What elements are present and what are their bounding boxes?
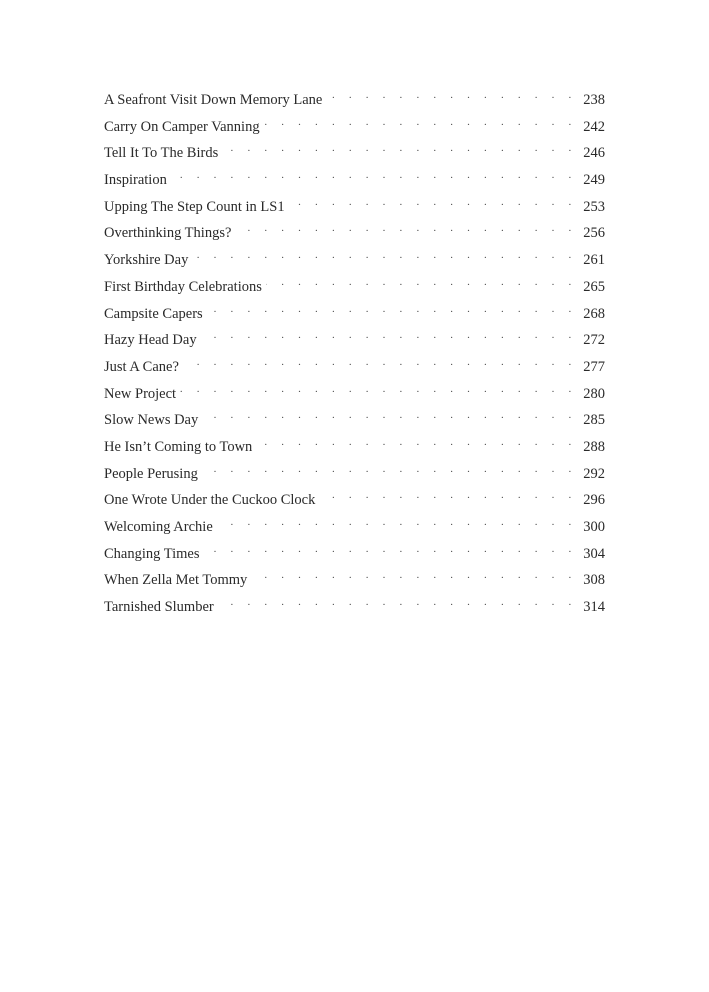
dot-leader	[218, 593, 577, 611]
toc-entry[interactable]	[104, 566, 605, 593]
toc-entry-title: Hazy Head Day	[104, 332, 197, 349]
toc-entry-title: Overthinking Things?	[104, 225, 232, 242]
dot-leader	[192, 246, 577, 264]
toc-entry-page-number: 253	[583, 198, 605, 215]
toc-entry[interactable]	[104, 460, 605, 487]
toc-entry-page-number: 256	[583, 225, 605, 242]
toc-entry-title: Changing Times	[104, 545, 200, 562]
dot-leader	[319, 486, 577, 504]
toc-entry[interactable]	[104, 406, 605, 433]
dot-leader	[203, 540, 577, 558]
toc-entry-page-number: 249	[583, 172, 605, 189]
dot-leader	[217, 513, 577, 531]
toc-entry-page-number: 277	[583, 358, 605, 375]
toc-entry-title: First Birthday Celebrations	[104, 278, 262, 295]
toc-entry[interactable]	[104, 139, 605, 166]
toc-entry-page-number: 261	[583, 252, 605, 269]
toc-entry-page-number: 314	[583, 599, 605, 616]
toc-entry-page-number: 285	[583, 412, 605, 429]
toc-entry-page-number: 265	[583, 278, 605, 295]
toc-entry-page-number: 242	[583, 118, 605, 135]
dot-leader	[326, 86, 577, 104]
toc-entry[interactable]	[104, 326, 605, 353]
toc-entry-title: Upping The Step Count in LS1	[104, 198, 285, 215]
toc-entry-title: He Isn’t Coming to Town	[104, 438, 253, 455]
dot-leader	[183, 353, 577, 371]
toc-entry[interactable]	[104, 486, 605, 513]
table-of-contents	[104, 86, 605, 620]
toc-entry[interactable]	[104, 433, 605, 460]
toc-entry-title: Slow News Day	[104, 412, 199, 429]
toc-entry-title: Tell It To The Birds	[104, 145, 219, 162]
toc-entry[interactable]	[104, 273, 605, 300]
toc-entry-page-number: 304	[583, 545, 605, 562]
dot-leader	[201, 326, 577, 344]
dot-leader	[207, 300, 577, 318]
dot-leader	[171, 166, 577, 184]
toc-entry-page-number: 238	[583, 92, 605, 108]
toc-entry-title: Tarnished Slumber	[104, 599, 214, 616]
toc-entry-title: One Wrote Under the Cuckoo Clock	[104, 492, 316, 509]
dot-leader	[180, 380, 577, 398]
toc-entry-title: Welcoming Archie	[104, 519, 213, 535]
dot-leader	[256, 433, 577, 451]
dot-leader	[202, 406, 577, 424]
toc-entry-title: When Zella Met Tommy	[104, 572, 248, 589]
toc-entry-page-number: 268	[583, 305, 605, 322]
toc-entry-title: Inspiration	[104, 172, 167, 189]
toc-entry-page-number: 288	[583, 438, 605, 455]
toc-entry-page-number: 308	[583, 572, 605, 589]
toc-entry-title: Just A Cane?	[104, 358, 179, 375]
dot-leader	[235, 219, 577, 237]
toc-entry-title: New Project	[104, 385, 177, 402]
toc-entry[interactable]	[104, 219, 605, 246]
toc-entry[interactable]	[104, 113, 605, 140]
dot-leader	[251, 566, 577, 584]
toc-entry[interactable]	[104, 540, 605, 567]
dot-leader	[266, 273, 577, 291]
toc-entry[interactable]	[104, 166, 605, 193]
toc-entry[interactable]	[104, 246, 605, 273]
toc-entry-title: People Perusing	[104, 465, 198, 482]
toc-entry-page-number: 296	[583, 492, 605, 509]
toc-entry[interactable]	[104, 353, 605, 380]
toc-entry-page-number: 272	[583, 332, 605, 349]
dot-leader	[289, 193, 577, 211]
toc-entry-page-number: 300	[583, 519, 605, 535]
toc-entry[interactable]	[104, 380, 605, 407]
toc-entry-title: Campsite Capers	[104, 305, 203, 322]
dot-leader	[222, 139, 577, 157]
toc-entry[interactable]	[104, 193, 605, 220]
toc-entry[interactable]	[104, 86, 605, 113]
toc-entry[interactable]	[104, 300, 605, 327]
toc-entry-page-number: 292	[583, 465, 605, 482]
toc-entry-title: Yorkshire Day	[104, 252, 189, 269]
dot-leader	[202, 460, 577, 478]
toc-entry-title: Carry On Camper Vanning	[104, 118, 260, 135]
toc-entry-page-number: 280	[583, 385, 605, 402]
toc-entry-page-number: 246	[583, 145, 605, 162]
toc-entry[interactable]	[104, 593, 605, 620]
toc-entry-title: A Seafront Visit Down Memory Lane	[104, 92, 323, 108]
toc-entry[interactable]	[104, 513, 605, 540]
dot-leader	[264, 113, 577, 131]
